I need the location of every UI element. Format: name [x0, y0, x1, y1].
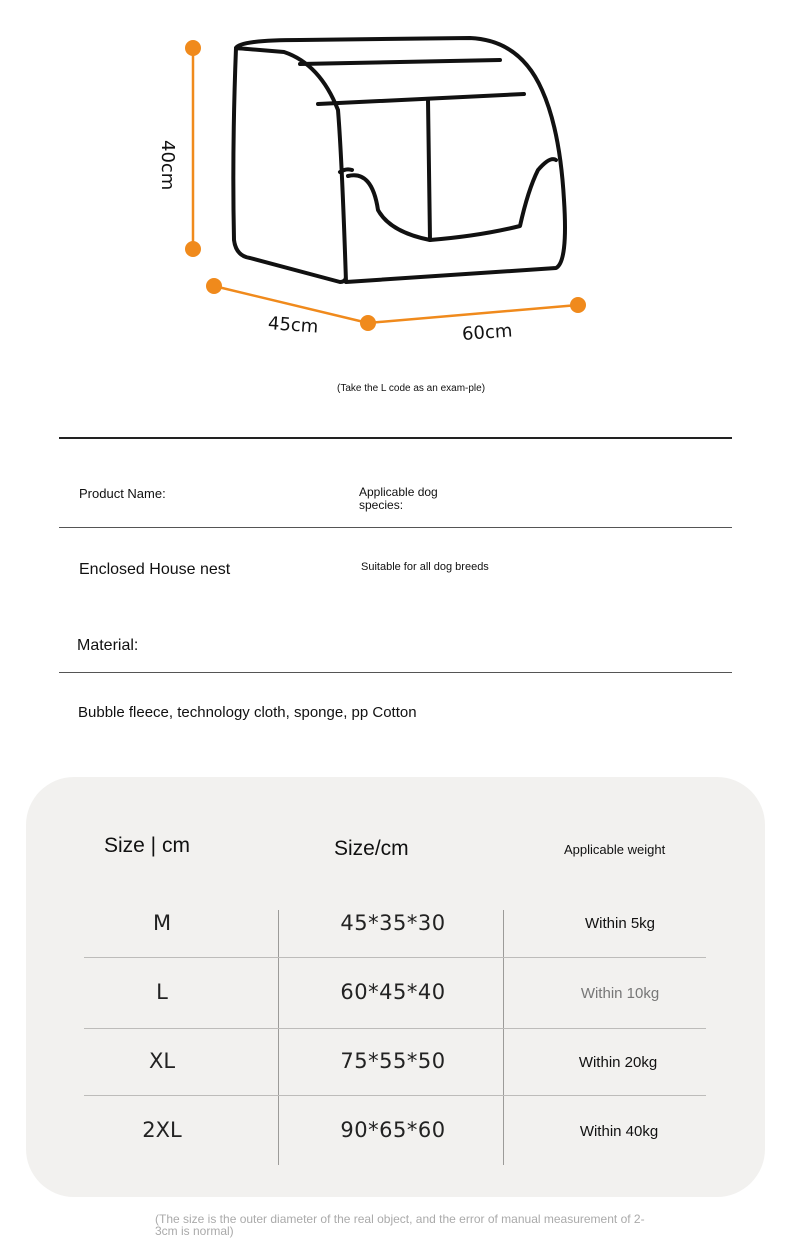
- spec-divider-1: [59, 527, 732, 528]
- column-divider-1: [278, 910, 279, 1165]
- dog-house-bed-outline: [233, 38, 565, 282]
- dimensions-cell: 75*55*50: [340, 1049, 446, 1073]
- spec-divider-2: [59, 672, 732, 673]
- dimensions-column-header: Size/cm: [334, 837, 409, 860]
- product-dimension-diagram: [0, 0, 790, 420]
- measurement-footnote: (The size is the outer diameter of the real object, and the error of manual measurement of 2-3cm is normal): [155, 1212, 645, 1238]
- dimensions-cell: 90*65*60: [340, 1118, 446, 1142]
- material-value: Bubble fleece, technology cloth, sponge, pp Cotton: [78, 704, 417, 721]
- weight-cell: Within 10kg: [580, 985, 660, 1002]
- size-cell: L: [156, 980, 168, 1004]
- size-cell: 2XL: [142, 1118, 182, 1142]
- weight-cell: Within 20kg: [578, 1054, 658, 1071]
- weight-cell: Within 40kg: [579, 1123, 659, 1140]
- product-name-label: Product Name:: [79, 486, 166, 501]
- species-label: Applicable dog species:: [359, 485, 438, 512]
- size-cell: M: [152, 911, 172, 935]
- row-divider-2: [84, 1028, 706, 1029]
- product-name-value: Enclosed House nest: [79, 561, 231, 578]
- dimensions-cell: 60*45*40: [340, 980, 446, 1004]
- depth-dimension-label: 45cm: [267, 313, 319, 338]
- diagram-note: (Take the L code as an exam-ple): [337, 383, 486, 394]
- row-divider-1: [84, 957, 706, 958]
- size-column-header: Size | cm: [104, 834, 190, 857]
- material-label: Material:: [77, 637, 139, 654]
- size-cell: XL: [148, 1049, 176, 1073]
- section-divider: [59, 437, 732, 439]
- row-divider-3: [84, 1095, 706, 1096]
- weight-column-header: Applicable weight: [564, 842, 666, 857]
- width-dimension-label: 60cm: [461, 320, 514, 345]
- height-dimension-label: 40cm: [157, 140, 178, 191]
- dimensions-cell: 45*35*30: [340, 911, 446, 935]
- species-value: Suitable for all dog breeds: [361, 561, 489, 573]
- weight-cell: Within 5kg: [584, 915, 656, 932]
- column-divider-2: [503, 910, 504, 1165]
